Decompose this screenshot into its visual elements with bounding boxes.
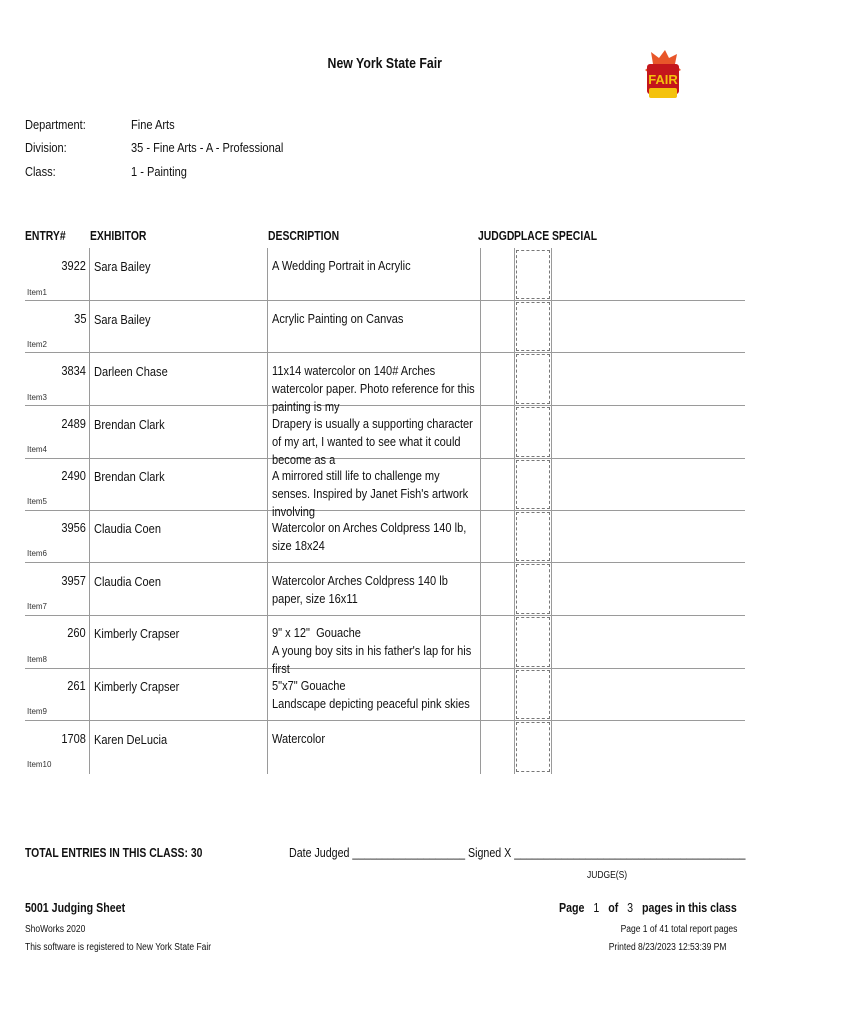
grid-line	[480, 248, 481, 774]
place-entry-box[interactable]	[516, 617, 550, 667]
entry-number: 1708	[61, 731, 86, 746]
division-value: 35 - Fine Arts - A - Professional	[131, 140, 284, 155]
page-total: 3	[627, 900, 634, 915]
exhibitor-name: Karen DeLucia	[94, 732, 168, 747]
entry-description: Watercolor Arches Coldpress 140 lb paper, size 16x11	[272, 573, 451, 606]
page-number: 1	[593, 900, 600, 915]
row-divider	[25, 300, 745, 301]
report-page-count: Page 1 of 41 total report pages	[620, 924, 738, 935]
entry-description: Watercolor	[272, 731, 326, 746]
item-label: Item2	[27, 340, 48, 349]
row-divider	[25, 405, 745, 406]
entry-description: Watercolor on Arches Coldpress 140 lb, size 18x24	[272, 520, 470, 553]
place-entry-box[interactable]	[516, 512, 550, 561]
page-indicator	[559, 900, 776, 915]
item-label: Item1	[27, 288, 48, 297]
col-judged-header: JUDGD	[478, 228, 515, 243]
item-label: Item4	[27, 445, 48, 454]
pages-suffix: pages in this class	[641, 900, 737, 915]
page-label: Page	[559, 900, 585, 915]
row-divider	[25, 615, 745, 616]
entry-description: Acrylic Painting on Canvas	[272, 311, 404, 326]
division-label: Division:	[25, 140, 67, 155]
item-label: Item6	[27, 549, 48, 558]
entry-description: A Wedding Portrait in Acrylic	[272, 258, 411, 273]
software-name: ShoWorks 2020	[25, 924, 86, 935]
entry-number: 3956	[61, 520, 86, 535]
place-entry-box[interactable]	[516, 302, 550, 351]
exhibitor-name: Sara Bailey	[94, 312, 151, 327]
entry-number: 3834	[61, 363, 86, 378]
date-judged-signature-line[interactable]: Date Judged ___________________ Signed X _______________________________________	[289, 845, 746, 860]
grid-line	[89, 248, 90, 774]
place-entry-box[interactable]	[516, 407, 550, 457]
printed-timestamp: Printed 8/23/2023 12:53:39 PM	[608, 942, 726, 953]
row-divider	[25, 352, 745, 353]
of-label: of	[608, 900, 619, 915]
item-label: Item3	[27, 393, 48, 402]
item-label: Item7	[27, 602, 48, 611]
entry-number: 3957	[61, 573, 86, 588]
registration-note: This software is registered to New York State Fair	[25, 942, 212, 953]
entry-description: Drapery is usually a supporting character of my art, I wanted to see what it could become as a	[272, 416, 476, 467]
svg-text:FAIR: FAIR	[648, 72, 678, 87]
grid-line	[551, 248, 552, 774]
item-label: Item10	[27, 760, 52, 769]
entry-description: 5"x7" Gouache Landscape depicting peaceful pink skies	[272, 678, 470, 711]
place-entry-box[interactable]	[516, 354, 550, 404]
entry-number: 2489	[61, 416, 86, 431]
row-divider	[25, 458, 745, 459]
place-entry-box[interactable]	[516, 564, 550, 614]
page-title: New York State Fair	[327, 55, 443, 72]
entry-number: 261	[67, 678, 86, 693]
exhibitor-name: Kimberly Crapser	[94, 626, 180, 641]
place-entry-box[interactable]	[516, 460, 550, 509]
entry-description: 9" x 12" Gouache A young boy sits in his father's lap for his first	[272, 625, 472, 676]
col-exhibitor-header: EXHIBITOR	[90, 228, 147, 243]
department-value: Fine Arts	[131, 117, 175, 132]
item-label: Item5	[27, 497, 48, 506]
fair-logo-icon	[643, 48, 683, 104]
item-label: Item8	[27, 655, 48, 664]
place-entry-box[interactable]	[516, 722, 550, 772]
exhibitor-name: Brendan Clark	[94, 469, 165, 484]
department-label: Department:	[25, 117, 86, 132]
exhibitor-name: Brendan Clark	[94, 417, 165, 432]
entry-number: 35	[73, 311, 86, 326]
col-special-header: SPECIAL	[552, 228, 598, 243]
grid-line	[267, 248, 268, 774]
place-entry-box[interactable]	[516, 250, 550, 299]
exhibitor-name: Claudia Coen	[94, 574, 161, 589]
entry-number: 260	[67, 625, 86, 640]
sheet-title: 5001 Judging Sheet	[25, 900, 126, 915]
class-value: 1 - Painting	[131, 164, 187, 179]
col-place-header: PLACE	[514, 228, 550, 243]
exhibitor-name: Sara Bailey	[94, 259, 151, 274]
row-divider	[25, 510, 745, 511]
exhibitor-name: Kimberly Crapser	[94, 679, 180, 694]
entry-description: 11x14 watercolor on 140# Arches watercolor paper. Photo reference for this painting is my	[272, 363, 478, 414]
class-label: Class:	[25, 164, 56, 179]
row-divider	[25, 562, 745, 563]
row-divider	[25, 720, 745, 721]
place-entry-box[interactable]	[516, 670, 550, 719]
entry-number: 3922	[61, 258, 86, 273]
col-description-header: DESCRIPTION	[268, 228, 340, 243]
judges-label: JUDGE(S)	[587, 870, 628, 881]
item-label: Item9	[27, 707, 48, 716]
exhibitor-name: Darleen Chase	[94, 364, 168, 379]
exhibitor-name: Claudia Coen	[94, 521, 161, 536]
col-entry-header: ENTRY#	[25, 228, 66, 243]
entry-number: 2490	[61, 468, 86, 483]
entry-description: A mirrored still life to challenge my senses. Inspired by Janet Fish's artwork involving	[272, 468, 472, 519]
row-divider	[25, 668, 745, 669]
total-entries: TOTAL ENTRIES IN THIS CLASS: 30	[25, 845, 203, 860]
grid-line	[514, 248, 515, 774]
